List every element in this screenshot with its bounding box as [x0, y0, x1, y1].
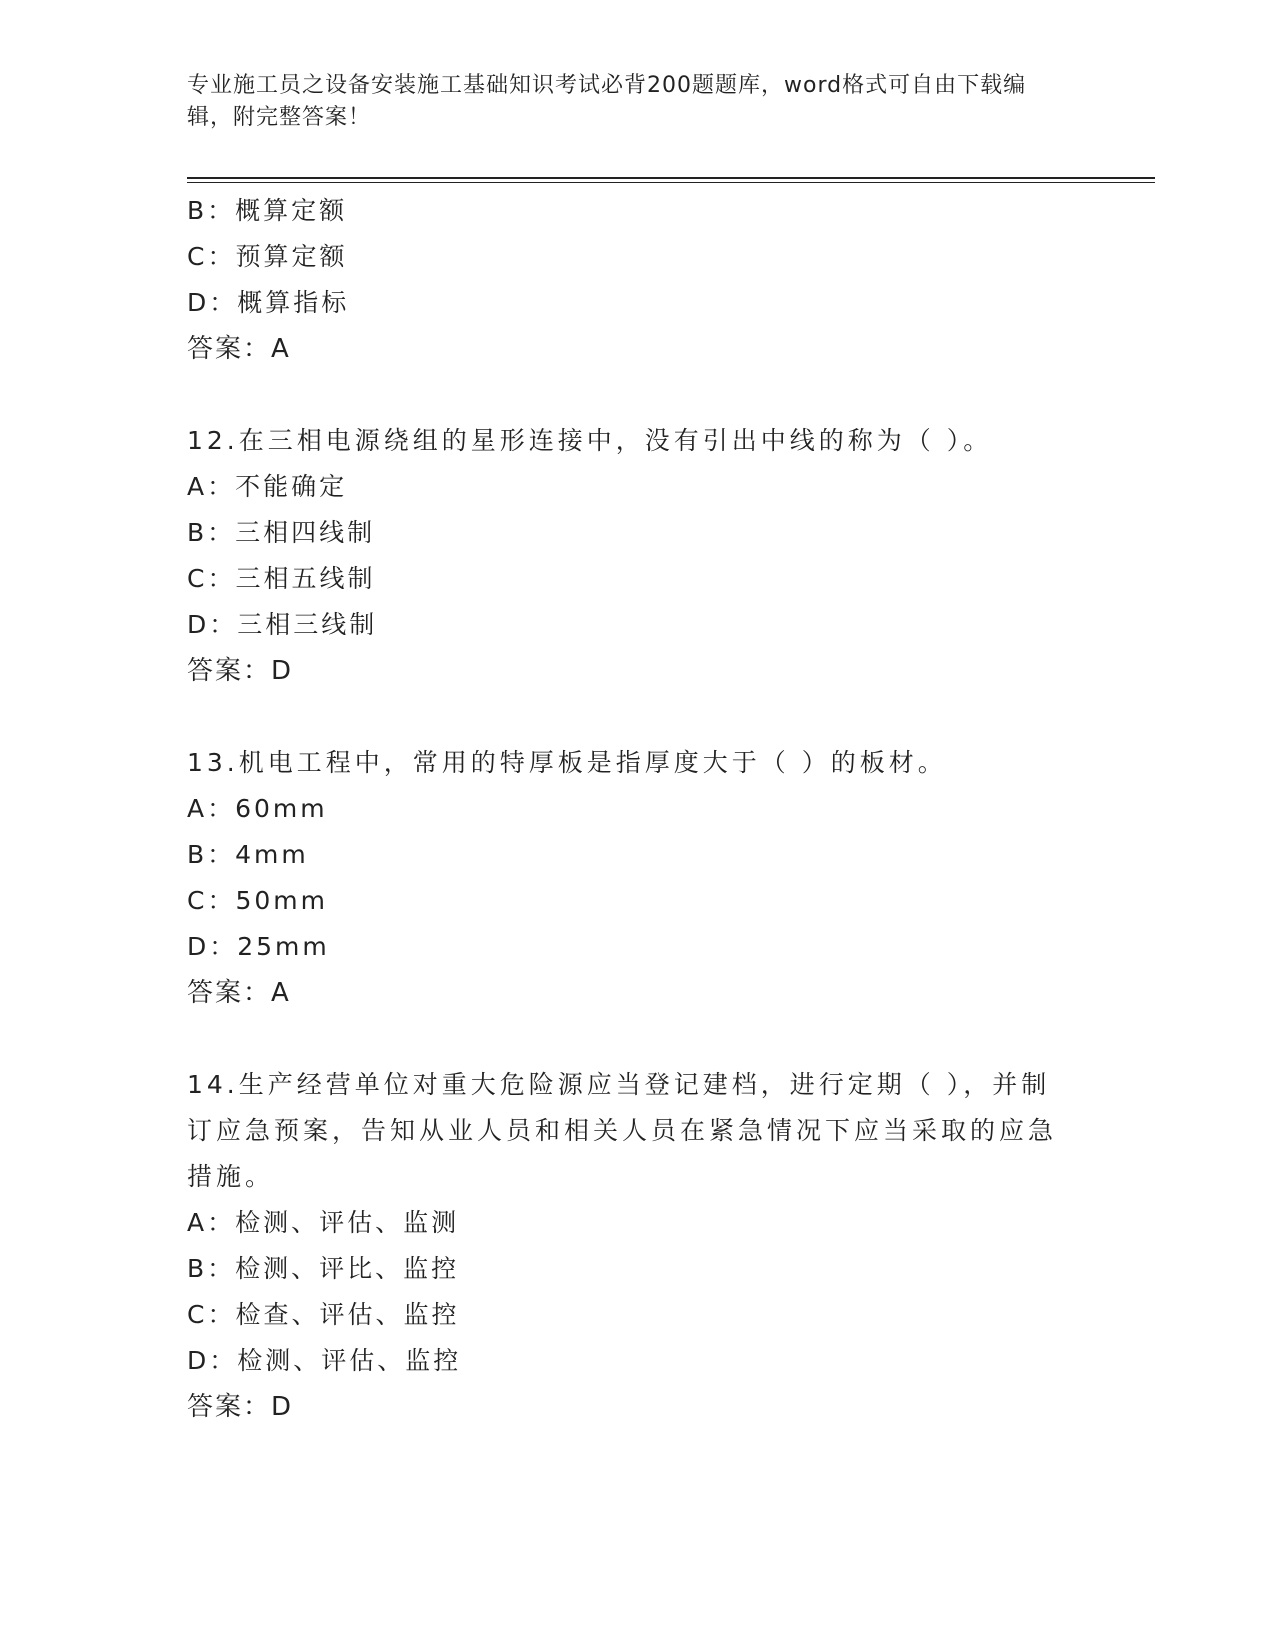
question-text: 14.生产经营单位对重大危险源应当登记建档，进行定期（ ），并制订应急预案，告知从业人员和相关人员在紧急情况下应当采取的应急措施。 — [187, 1070, 1058, 1191]
option-d: D：检测、评估、监控 — [187, 1346, 462, 1375]
option-a: A：60mm — [187, 794, 328, 823]
option-a: A：不能确定 — [187, 472, 348, 501]
option-c: C：三相五线制 — [187, 564, 376, 593]
option-b: B：三相四线制 — [187, 518, 376, 547]
header-divider-thin — [187, 182, 1155, 183]
question-block-13 — [187, 740, 1087, 1016]
document-body — [187, 188, 1087, 1476]
option-c: C：检查、评估、监控 — [187, 1300, 460, 1329]
option-b: B：概算定额 — [187, 196, 348, 225]
answer-line: 答案：A — [187, 978, 291, 1008]
option-a: A：检测、评估、监测 — [187, 1208, 460, 1237]
answer-line: 答案：D — [187, 1392, 294, 1422]
option-d: D：25mm — [187, 932, 330, 961]
option-d: D：三相三线制 — [187, 610, 378, 639]
option-c: C：预算定额 — [187, 242, 348, 271]
question-block-14 — [187, 1062, 1087, 1430]
question-block-11 — [187, 188, 1087, 372]
answer-line: 答案：D — [187, 656, 294, 686]
option-b: B：4mm — [187, 840, 309, 869]
header-divider — [187, 177, 1155, 179]
question-block-12 — [187, 418, 1087, 694]
question-text: 12.在三相电源绕组的星形连接中，没有引出中线的称为（ ）。 — [187, 426, 993, 455]
document-header: 专业施工员之设备安装施工基础知识考试必背200题题库，word格式可自由下载编辑，附完整答案！ — [187, 73, 1027, 130]
answer-line: 答案：A — [187, 334, 291, 364]
option-d: D：概算指标 — [187, 288, 350, 317]
question-text: 13.机电工程中，常用的特厚板是指厚度大于（ ）的板材。 — [187, 748, 947, 777]
option-c: C：50mm — [187, 886, 328, 915]
option-b: B：检测、评比、监控 — [187, 1254, 460, 1283]
